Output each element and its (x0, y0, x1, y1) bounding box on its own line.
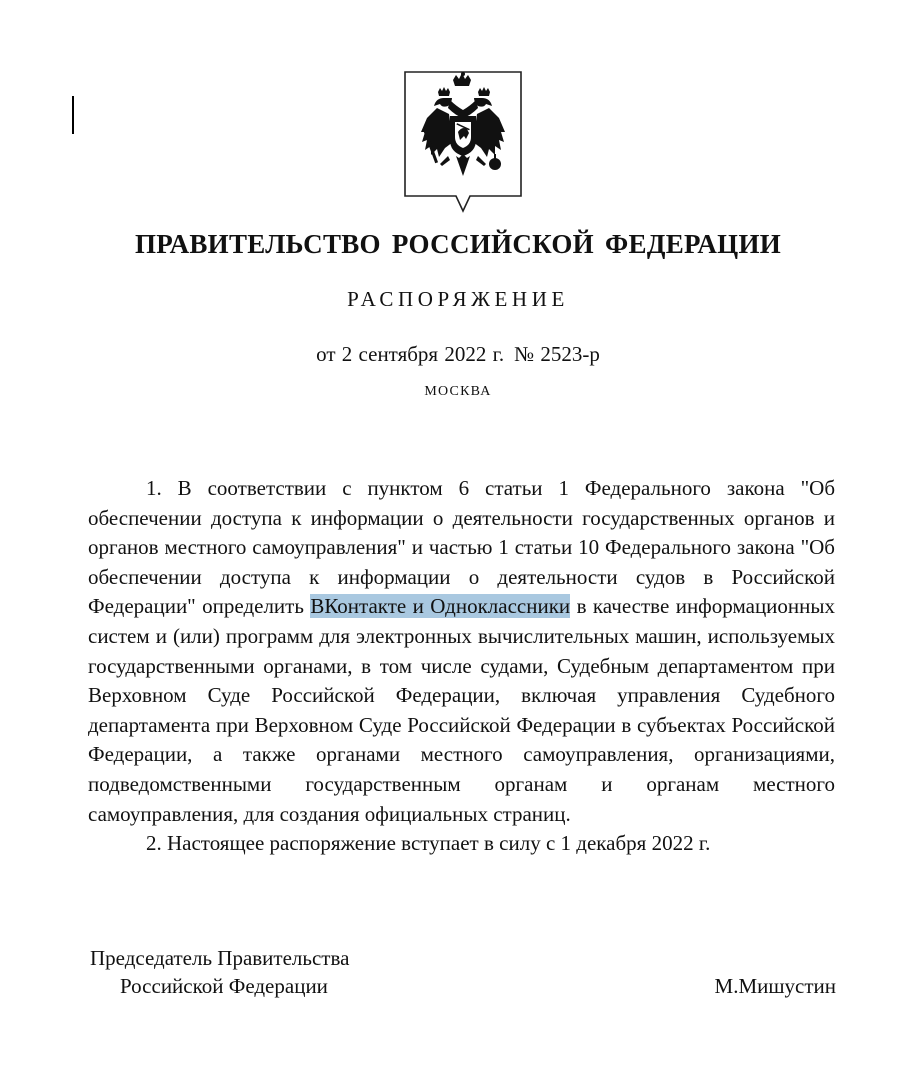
document-date: от 2 сентября 2022 г. (316, 342, 505, 366)
city: МОСКВА (424, 384, 492, 399)
government-title: ПРАВИТЕЛЬСТВО РОССИЙСКОЙ ФЕДЕРАЦИИ (134, 229, 782, 259)
paragraph-1-text-start: 1. В соответствии с пунктом 6 статьи 1 Федерального закона "Об обеспечении доступа к информации о деятельности государственных органов и органов местного самоуправления" и частью 1 статьи 10 Федерального закона "Об обеспечении доступа к информации о деятельности судов в Российской Федерации" определить (88, 476, 835, 619)
paragraph-1-text-end: в качестве информационных систем и (или) программ для электронных вычислительных машин, используемых государственными органами, в том числе судами, Судебным департаментом при Верховном Суде Российской Федерации, включая управления Судебного департамента при Верховном Суде Российской Федерации в субъектах Российской Федерации, а также органами местного самоуправления, организациями, подведомственными государственным органам и органам местного самоуправления, для создания официальных страниц. (88, 594, 836, 826)
signatory-position-line2: Российской Федерации (120, 974, 328, 998)
paragraph-1 (88, 474, 835, 829)
paragraph-2: 2. Настоящее распоряжение вступает в силу с 1 декабря 2022 г. (146, 831, 711, 856)
text-cursor (72, 96, 74, 134)
signatory-position-line1: Председатель Правительства (90, 946, 350, 970)
document-body (88, 474, 835, 859)
highlighted-text[interactable]: ВКонтакте и Одноклассники (310, 594, 571, 619)
signatory-name: М.Мишустин (714, 974, 836, 998)
document-number: № 2523-р (514, 342, 600, 366)
date-line (0, 342, 916, 367)
russian-coat-of-arms-icon (402, 70, 524, 214)
signatory-position (90, 944, 349, 1000)
document-type: РАСПОРЯЖЕНИЕ (347, 287, 569, 311)
